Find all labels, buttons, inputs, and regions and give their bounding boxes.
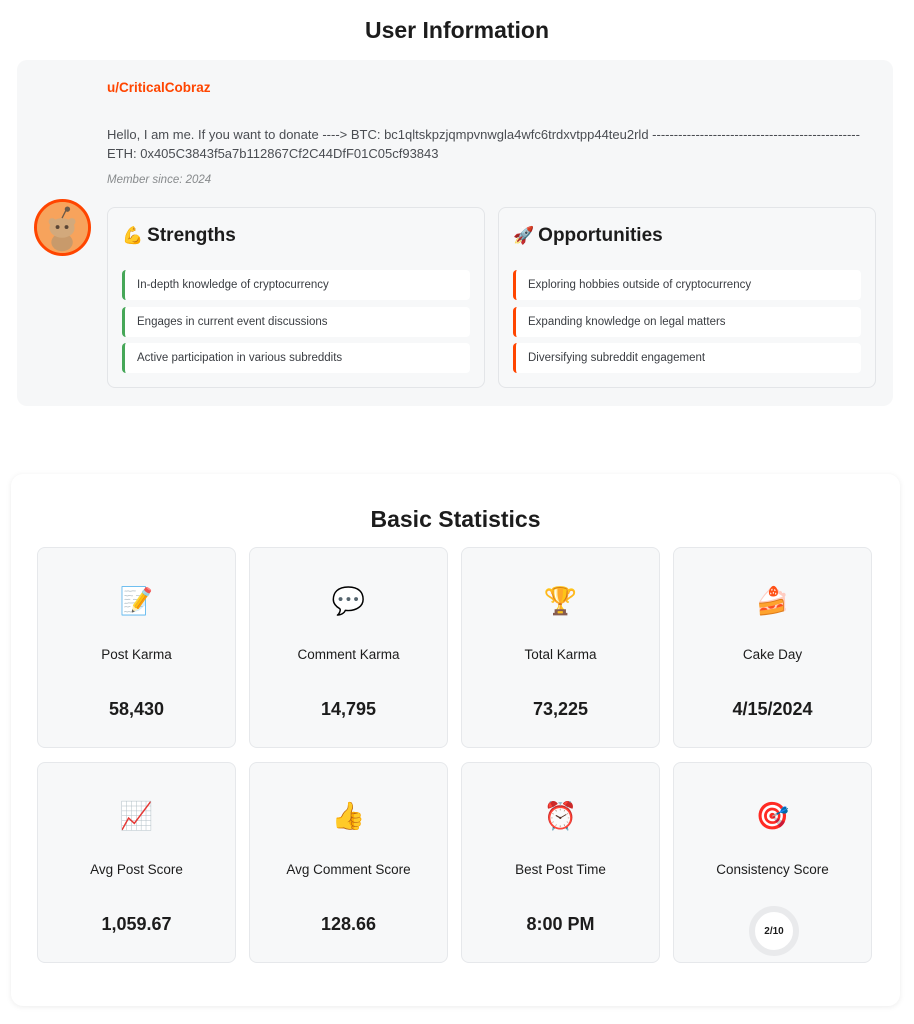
basic-statistics-title: Basic Statistics	[370, 506, 541, 532]
stat-label: Post Karma	[101, 647, 172, 662]
stat-value: 14,795	[320, 699, 377, 719]
stat-value: 4/15/2024	[732, 699, 813, 719]
stat-card-best-post-time	[461, 762, 660, 963]
stat-value: 8:00 PM	[526, 914, 595, 934]
speech-bubble-icon: 💬	[331, 586, 366, 616]
stat-card-comment-karma	[249, 547, 448, 748]
target-icon: 🎯	[755, 801, 790, 831]
reddit-snoo-avatar-icon	[37, 202, 88, 253]
chart-increasing-icon: 📈	[119, 801, 154, 831]
strength-item: Engages in current event discussions	[122, 307, 470, 337]
strengths-panel	[107, 207, 485, 388]
stat-card-post-karma	[37, 547, 236, 748]
thumbs-up-icon: 👍	[331, 801, 366, 831]
stat-value: 128.66	[320, 914, 377, 934]
opportunities-heading	[513, 225, 663, 247]
stat-label: Avg Post Score	[90, 862, 183, 877]
flexed-biceps-icon: 💪	[122, 226, 144, 245]
consistency-score-ring: 2/10	[749, 906, 799, 956]
strength-item: In-depth knowledge of cryptocurrency	[122, 270, 470, 300]
strengths-title: Strengths	[147, 225, 236, 246]
stat-label: Total Karma	[524, 647, 597, 662]
memo-icon: 📝	[119, 586, 154, 616]
user-bio: Hello, I am me. If you want to donate ----> BTC: bc1qltskpzjqmpvnwgla4wfc6trdxvtpp44teu2rld ------------------------------------------------ ETH: 0x405C3843f5a7b112867Cf2C44DfF01C05cf93843	[107, 127, 860, 161]
stat-card-avg-comment-score	[249, 762, 448, 963]
user-information-title: User Information	[364, 17, 550, 43]
stat-card-cake-day	[673, 547, 872, 748]
user-info-card	[17, 60, 893, 406]
avatar[interactable]	[34, 199, 91, 256]
rocket-icon: 🚀	[513, 226, 535, 245]
cake-icon: 🍰	[755, 586, 790, 616]
stat-value: 73,225	[532, 699, 589, 719]
username[interactable]: u/CriticalCobraz	[107, 80, 211, 95]
opportunity-item: Exploring hobbies outside of cryptocurrency	[513, 270, 861, 300]
stat-value: 1,059.67	[101, 914, 172, 934]
stat-card-total-karma	[461, 547, 660, 748]
strengths-heading	[122, 225, 236, 247]
stat-label: Best Post Time	[515, 862, 606, 877]
stat-card-avg-post-score	[37, 762, 236, 963]
stat-label: Consistency Score	[716, 862, 829, 877]
stat-value: 58,430	[108, 699, 165, 719]
strength-item: Active participation in various subreddits	[122, 343, 470, 373]
opportunities-panel	[498, 207, 876, 388]
stat-card-consistency-score	[673, 762, 872, 963]
stat-label: Avg Comment Score	[286, 862, 411, 877]
opportunity-item: Expanding knowledge on legal matters	[513, 307, 861, 337]
opportunity-item: Diversifying subreddit engagement	[513, 343, 861, 373]
basic-statistics-card	[11, 474, 900, 1006]
stat-label: Comment Karma	[297, 647, 400, 662]
stat-label: Cake Day	[742, 647, 803, 662]
alarm-clock-icon: ⏰	[543, 801, 578, 831]
opportunities-title: Opportunities	[538, 225, 663, 246]
member-since: Member since: 2024	[107, 174, 212, 186]
trophy-icon: 🏆	[543, 586, 578, 616]
